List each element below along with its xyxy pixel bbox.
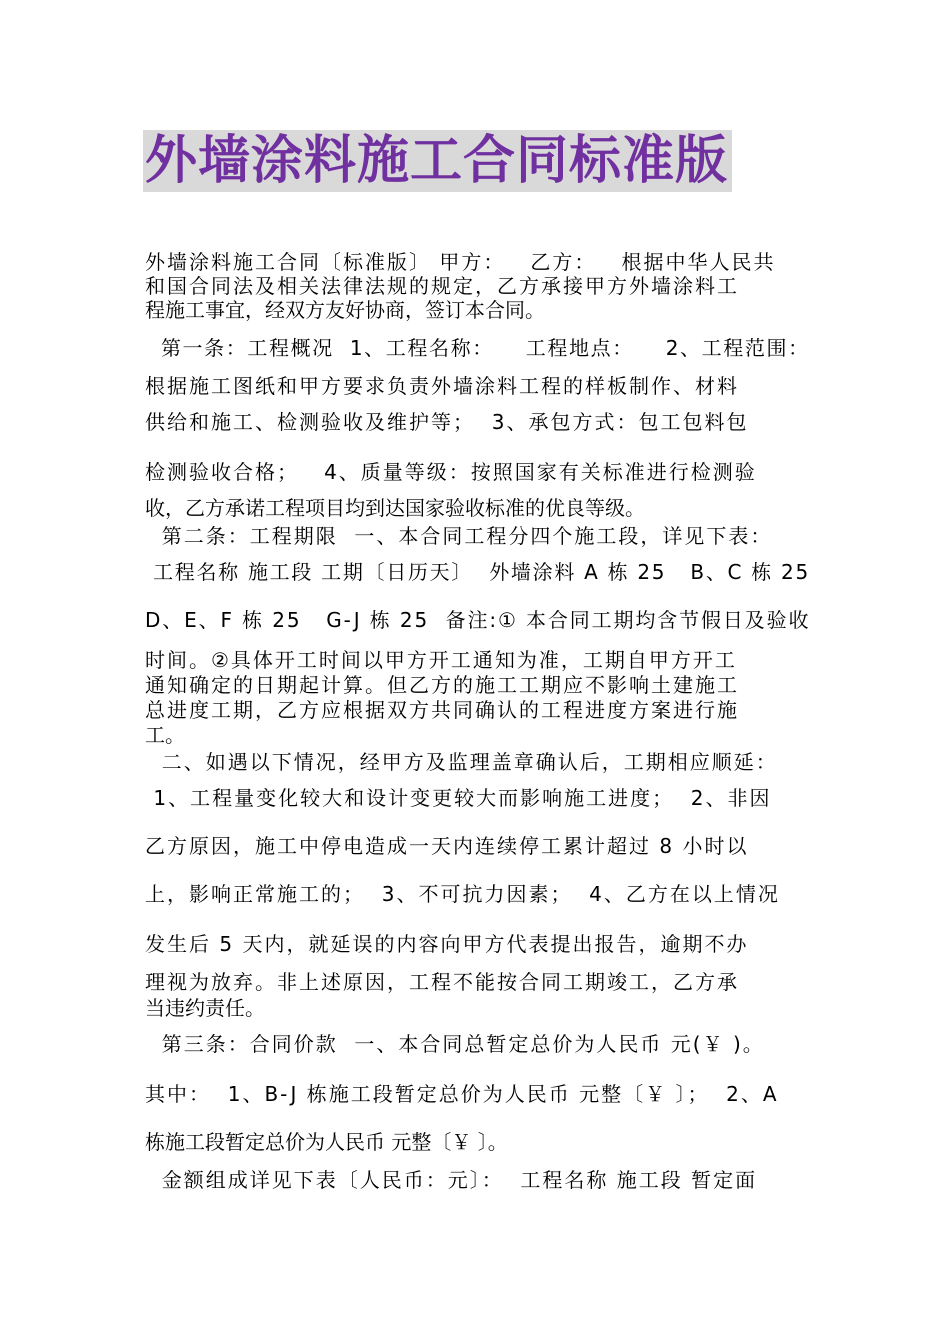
body-line: 收，乙方承诺工程项目均到达国家验收标准的优良等级。 <box>145 496 645 520</box>
body-line: 第二条：工程期限 一、本合同工程分四个施工段，详见下表： <box>145 524 773 548</box>
body-line: 总进度工期，乙方应根据双方共同确认的工程进度方案进行施 <box>145 698 739 722</box>
body-line: 和国合同法及相关法律法规的规定，乙方承接甲方外墙涂料工 <box>145 274 739 298</box>
body-line: 供给和施工、检测验收及维护等； 3、承包方式：包工包料包 <box>145 410 749 434</box>
body-line: 工程名称 施工段 工期〔日历天〕 外墙涂料 A 栋 25 B、C 栋 25 <box>145 560 810 584</box>
body-line: 乙方原因，施工中停电造成一天内连续停工累计超过 8 小时以 <box>145 834 749 858</box>
body-line: 上，影响正常施工的； 3、不可抗力因素； 4、乙方在以上情况 <box>145 882 780 906</box>
body-line: 发生后 5 天内，就延误的内容向甲方代表提出报告，逾期不办 <box>145 932 749 956</box>
body-line: 理视为放弃。非上述原因，工程不能按合同工期竣工，乙方承 <box>145 970 739 994</box>
body-line: 第一条：工程概况 1、工程名称： 工程地点： 2、工程范围： <box>145 336 810 360</box>
body-line: 外墙涂料施工合同〔标准版〕 甲方： 乙方： 根据中华人民共 <box>145 250 776 274</box>
body-line: 程施工事宜，经双方友好协商，签订本合同。 <box>145 298 545 322</box>
body-line: 1、工程量变化较大和设计变更较大而影响施工进度； 2、非因 <box>145 786 772 810</box>
body-line: 时间。②具体开工时间以甲方开工通知为准，工期自甲方开工 <box>145 648 737 672</box>
body-line: 第三条：合同价款 一、本合同总暂定总价为人民币 元(￥ )。 <box>145 1032 765 1056</box>
body-line: 根据施工图纸和甲方要求负责外墙涂料工程的样板制作、材料 <box>145 374 739 398</box>
document-title: 外墙涂料施工合同标准版 <box>145 131 729 191</box>
body-line: 金额组成详见下表〔人民币：元〕： 工程名称 施工段 暂定面 <box>145 1168 758 1192</box>
body-line: D、E、F 栋 25 G-J 栋 25 备注:① 本合同工期均含节假日及验收 <box>145 608 811 632</box>
body-line: 通知确定的日期起计算。但乙方的施工工期应不影响土建施工 <box>145 673 739 697</box>
body-line: 检测验收合格； 4、质量等级：按照国家有关标准进行检测验 <box>145 460 757 484</box>
title-highlight <box>143 130 732 192</box>
body-line: 栋施工段暂定总价为人民币 元整〔￥ 〕。 <box>145 1130 508 1154</box>
body-line: 当违约责任。 <box>145 996 265 1020</box>
body-line: 其中： 1、B-J 栋施工段暂定总价为人民币 元整〔￥ 〕； 2、A <box>145 1082 779 1106</box>
body-line: 二、如遇以下情况，经甲方及监理盖章确认后，工期相应顺延： <box>145 750 778 774</box>
body-line: 工。 <box>145 723 185 747</box>
